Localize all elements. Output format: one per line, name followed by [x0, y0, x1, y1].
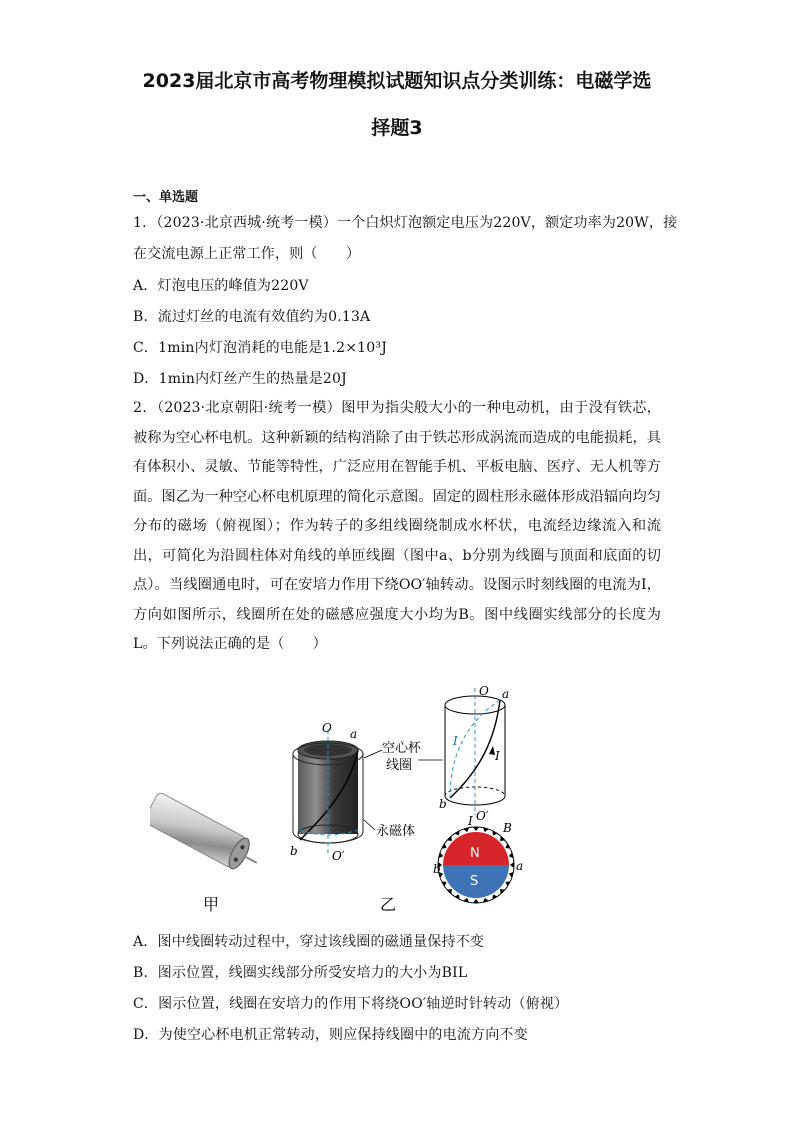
q1-option-a: A．灯泡电压的峰值为220V [133, 278, 309, 294]
label-I-top: I [468, 814, 473, 828]
label-b-top: b [433, 862, 441, 876]
q2-stem: 2．（2023·北京朝阳·统考一模）图甲为指尖般大小的一种电动机，由于没有铁芯，被称为空心杯电机。这种新颖的结构消除了由于铁芯形成涡流而造成的电能损耗，具有体积小、灵敏、节能等特性，广泛应用在智能手机、平板电脑、医疗、无人机等方面。图乙为一种空心杯电机原理的简化示意图。固定的圆柱形永磁体形成沿辐向均匀分布的磁场（俯视图）；作为转子的多组线圈绕制成水杯状，电流经边缘流入和流出，可简化为沿圆柱体对角线的单匝线圈（图中a、b分别为线圈与顶面和底面的切点）。当线圈通电时，可在安培力作用下绕OO′轴转动。设图示时刻线圈的电流为I，方向如图所示，线圈所在处的磁感应强度大小均为B。图中线圈实线部分的长度为L。下列说法正确的是（ ） [133, 400, 661, 652]
label-magnet: 永磁体 [376, 824, 416, 839]
label-yi: 乙 [380, 895, 397, 914]
label-I-right: I [495, 749, 500, 763]
magnet-tooth [447, 889, 452, 894]
label-cup-coil: 空心杯 [382, 741, 422, 756]
label-O-right: O [479, 684, 489, 698]
q1-stem-line2: 在交流电源上正常工作，则（ ） [133, 246, 361, 262]
label-b-right: b [439, 797, 447, 811]
q1-option-c: C．1min内灯泡消耗的电能是1.2×10³J [133, 340, 388, 356]
label-a-top: a [516, 859, 524, 873]
page-title-cont: 择题3 [371, 117, 423, 139]
q1-stem-line1: 1．（2023·北京西城·统考一模）一个白炽灯泡额定电压为220V，额定功率为20W，接 [133, 215, 678, 231]
magnet-tooth [500, 889, 505, 894]
motor-photo [150, 792, 265, 878]
cup-coil-cylinder [293, 730, 363, 855]
q1-option-b: B．流过灯丝的电流有效值约为0.13A [133, 309, 371, 325]
magnet-tooth [500, 836, 505, 841]
label-B: B [503, 821, 512, 835]
label-Oprime-left: O′ [332, 849, 345, 863]
label-Oprime-right: O′ [476, 809, 489, 823]
page-title: 2023届北京市高考物理模拟试题知识点分类训练：电磁学选 [142, 70, 652, 92]
section-heading: 一、单选题 [133, 190, 199, 205]
label-cup-coil-2: 线圈 [386, 758, 413, 773]
q2-option-d: D．为使空心杯电机正常转动，则应保持线圈中的电流方向不变 [133, 1027, 528, 1043]
q2-figure [150, 680, 530, 920]
label-a-left: a [350, 727, 358, 741]
label-a-right: a [502, 687, 510, 701]
label-N: N [470, 846, 480, 861]
label-O-left: O [322, 721, 332, 735]
magnet-tooth [447, 836, 452, 841]
magnet-top-view [438, 827, 514, 903]
label-S: S [470, 874, 479, 889]
label-jia: 甲 [203, 895, 220, 914]
label-b-left: b [290, 844, 298, 858]
q2-option-a: A．图中线圈转动过程中，穿过该线圈的磁通量保持不变 [133, 934, 485, 950]
q2-option-b: B．图示位置，线圈实线部分所受安培力的大小为BIL [133, 965, 468, 981]
label-I-left: I [453, 734, 458, 748]
q1-option-d: D．1min内灯丝产生的热量是20J [133, 371, 347, 387]
q2-option-c: C．图示位置，线圈在安培力的作用下将绕OO′轴逆时针转动（俯视） [133, 996, 569, 1012]
